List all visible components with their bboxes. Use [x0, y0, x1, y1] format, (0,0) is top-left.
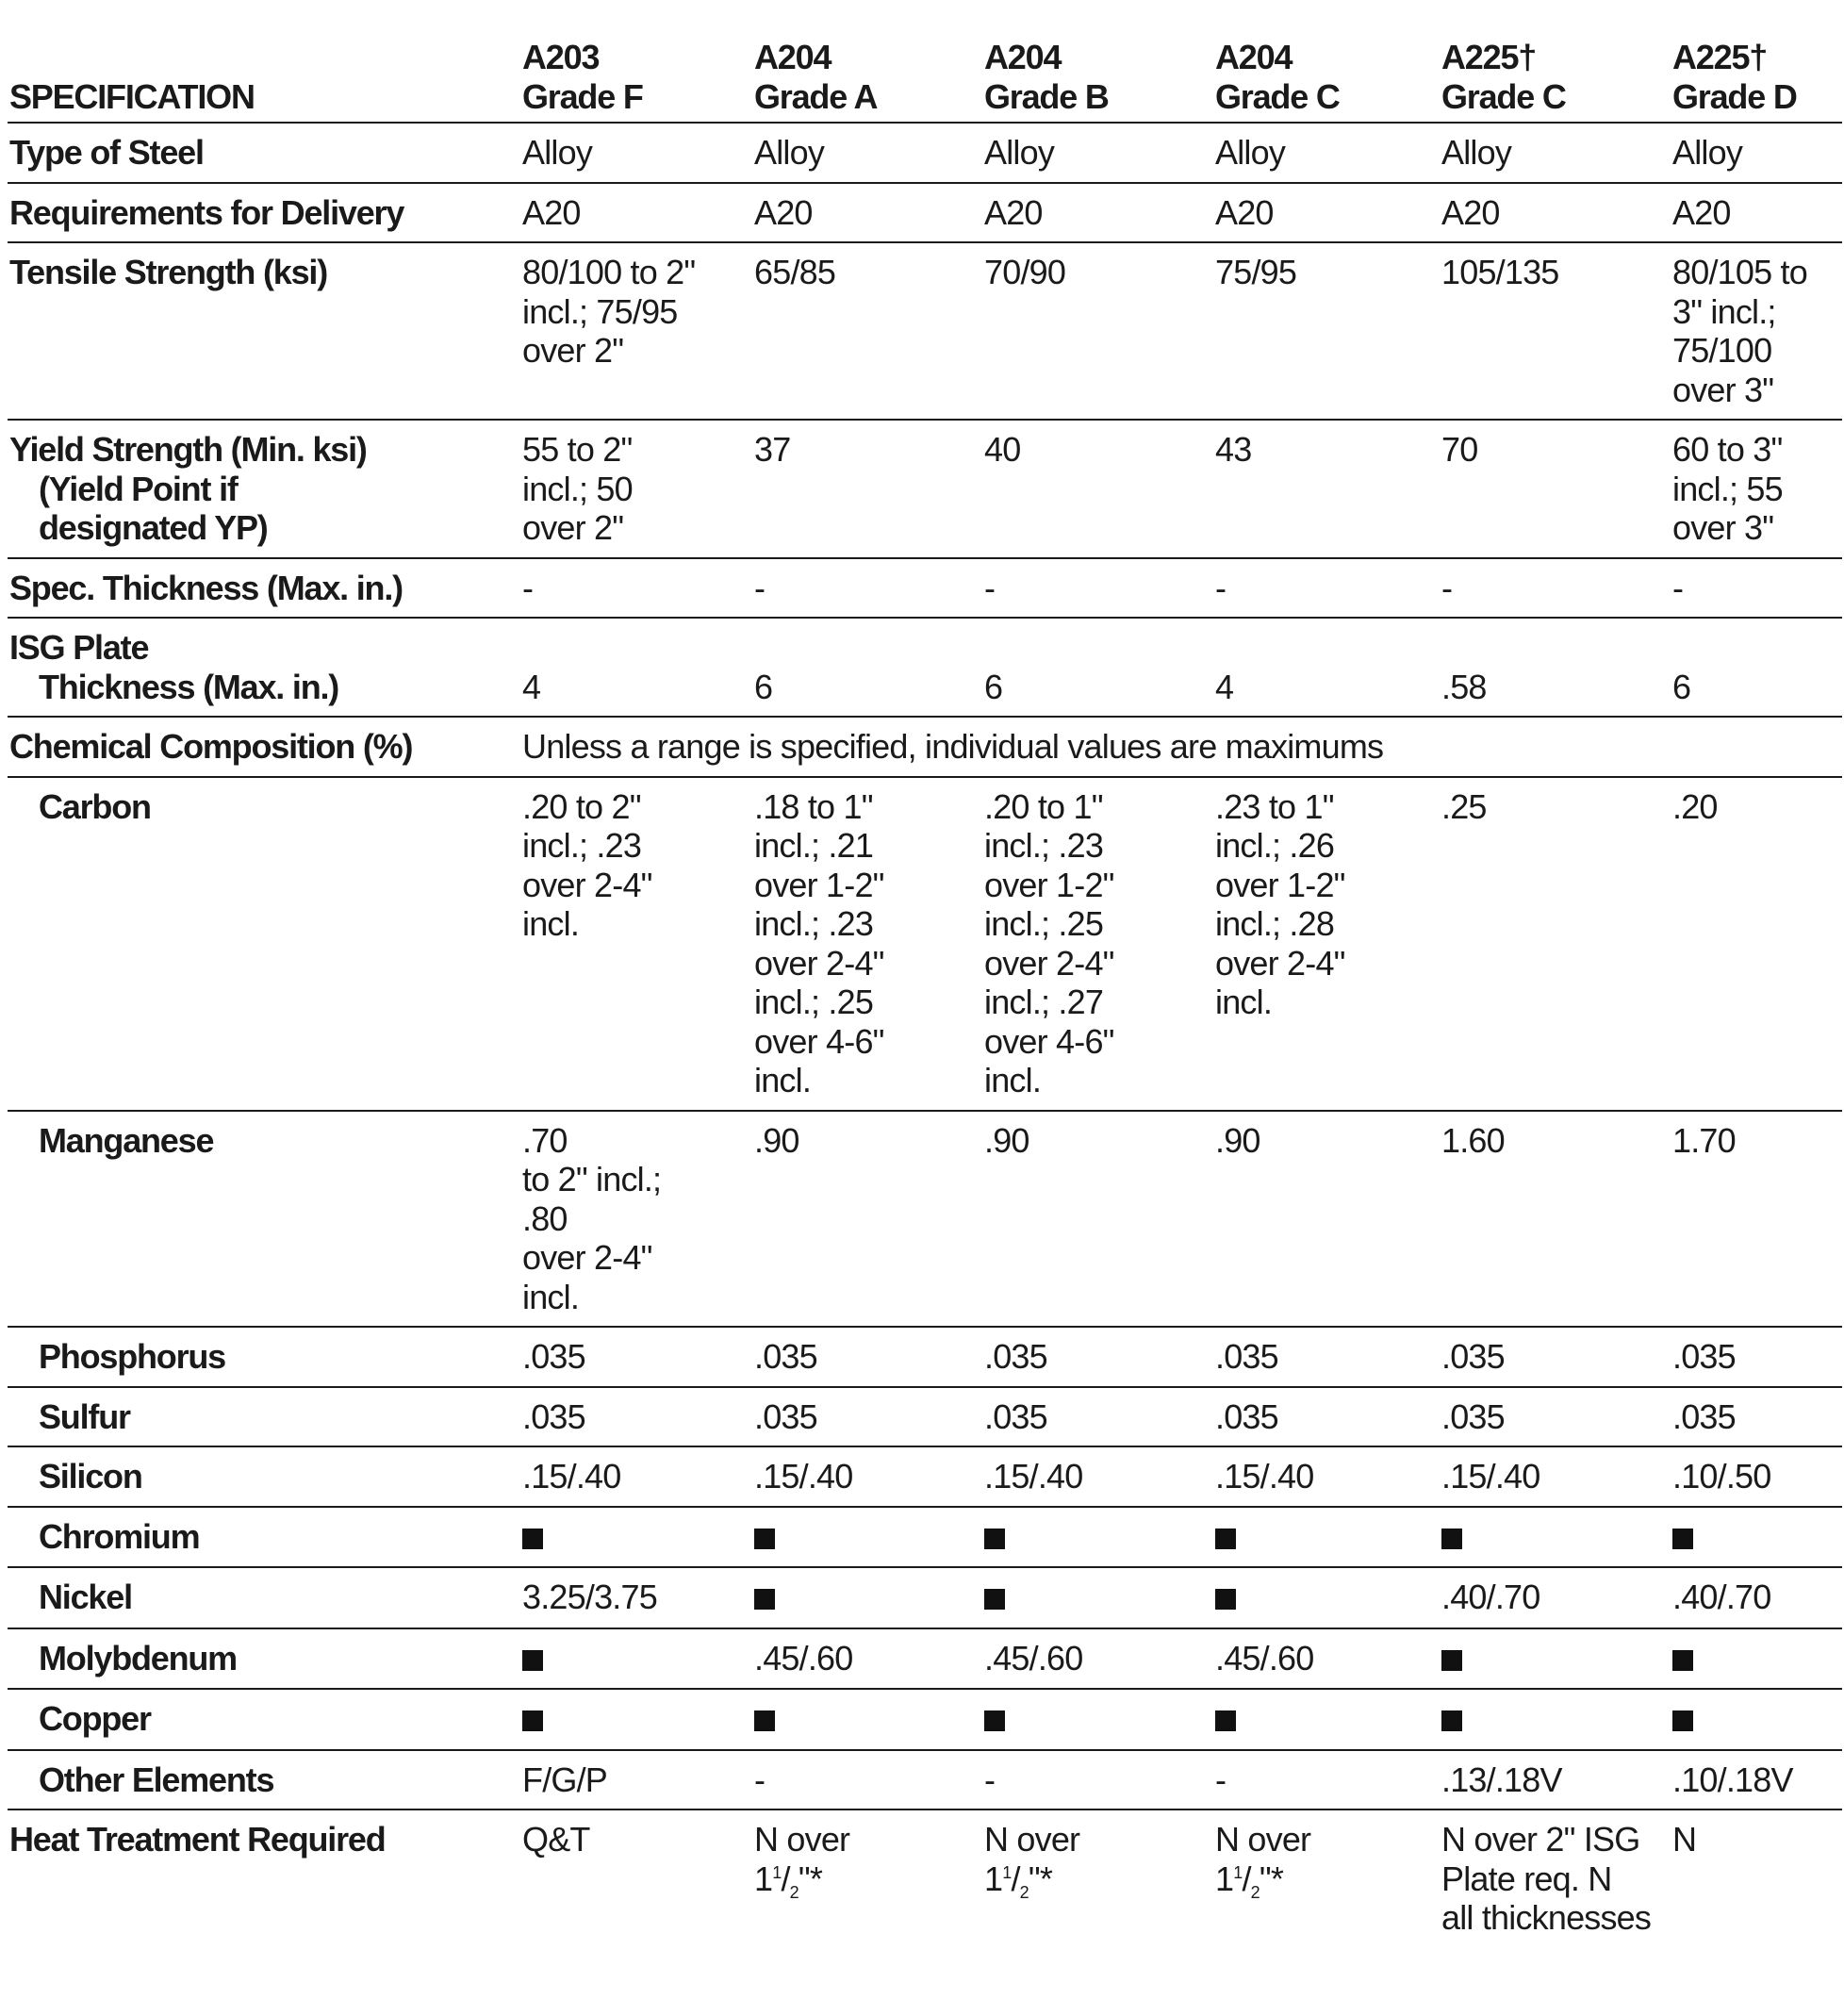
row-label [8, 1327, 520, 1387]
cell-value: Alloy [752, 123, 982, 183]
cell-value: - [982, 1750, 1213, 1810]
filled-square-icon [1672, 1650, 1693, 1671]
row-tensile-strength [8, 242, 1842, 420]
cell-value: - [1213, 558, 1440, 619]
cell-value: .15/.40 [752, 1446, 982, 1507]
cell-value [520, 1689, 752, 1750]
manganese-label: Manganese [39, 1120, 214, 1160]
cell-value: 75/95 [1213, 242, 1440, 420]
cell-value: .035 [1213, 1327, 1440, 1387]
cell-value: .40/.70 [1440, 1567, 1671, 1628]
isg-label-main: ISG Plate [9, 628, 149, 667]
cell-value: 4 [1213, 618, 1440, 717]
cell-value: 3.25/3.75 [520, 1567, 752, 1628]
cell-value: 70 [1440, 420, 1671, 558]
cell-value: .70 to 2" incl.; .80 over 2-4" incl. [520, 1111, 752, 1328]
row-chromium [8, 1507, 1842, 1568]
header-col-6-line2: Grade D [1672, 76, 1797, 116]
cell-value: 40 [982, 420, 1213, 558]
carbon-label: Carbon [39, 786, 151, 826]
row-label [8, 618, 520, 717]
cell-value: .20 to 2" incl.; .23 over 2-4" incl. [520, 777, 752, 1111]
cell-value [752, 1689, 982, 1750]
yield-label-main: Yield Strength (Min. ksi) [9, 430, 367, 469]
row-sulfur [8, 1387, 1842, 1447]
cell-value: 65/85 [752, 242, 982, 420]
row-other-elements [8, 1750, 1842, 1810]
cell-value: A20 [752, 183, 982, 243]
cell-value: Alloy [1213, 123, 1440, 183]
isg-label-sub: Thickness (Max. in.) [39, 667, 339, 706]
cell-value [1213, 1507, 1440, 1568]
cell-value: .10/.18V [1671, 1750, 1842, 1810]
header-col-6 [1671, 28, 1842, 123]
cell-value: 55 to 2" incl.; 50 over 2" [520, 420, 752, 558]
row-label [8, 1567, 520, 1628]
row-isg-plate-thickness [8, 618, 1842, 717]
header-col-2 [752, 28, 982, 123]
cell-value [1440, 1689, 1671, 1750]
cell-value: .15/.40 [520, 1446, 752, 1507]
cell-value: .13/.18V [1440, 1750, 1671, 1810]
cell-value: Alloy [1440, 123, 1671, 183]
cell-value [752, 1507, 982, 1568]
fraction-one-and-half: $1^1/_2"*$ [984, 1859, 1053, 1902]
cell-value: .035 [520, 1387, 752, 1447]
frac-suffix: "* [1028, 1859, 1053, 1898]
cell-value: .58 [1440, 618, 1671, 717]
cell-value [1213, 1567, 1440, 1628]
row-copper [8, 1689, 1842, 1750]
spec-table-container [8, 28, 1842, 1947]
cell-value: 1.60 [1440, 1111, 1671, 1328]
row-requirements-for-delivery [8, 183, 1842, 243]
filled-square-icon [754, 1529, 775, 1549]
filled-square-icon [984, 1529, 1005, 1549]
filled-square-icon [754, 1710, 775, 1731]
cell-value: .035 [1440, 1327, 1671, 1387]
row-carbon [8, 777, 1842, 1111]
row-phosphorus [8, 1327, 1842, 1387]
row-type-of-steel [8, 123, 1842, 183]
cell-value: .10/.50 [1671, 1446, 1842, 1507]
cell-value: Q&T [522, 1820, 590, 1859]
cell-value [752, 1809, 982, 1947]
frac-whole: 1 [984, 1859, 1003, 1898]
cell-value: 6 [1671, 618, 1842, 717]
cell-value [1440, 1507, 1671, 1568]
header-col-4 [1213, 28, 1440, 123]
header-col-6-line1: A225† [1672, 38, 1768, 76]
header-col-4-line1: A204 [1215, 38, 1292, 76]
n-over-text: N over [754, 1820, 850, 1859]
filled-square-icon [1441, 1650, 1462, 1671]
frac-whole: 1 [1215, 1859, 1234, 1898]
row-silicon [8, 1446, 1842, 1507]
row-manganese [8, 1111, 1842, 1328]
cell-value: A20 [1671, 183, 1842, 243]
cell-value: .18 to 1" incl.; .21 over 1-2" incl.; .23 over 2-4" incl.; .25 over 4-6" incl. [752, 777, 982, 1111]
yield-label-sub2: designated YP) [39, 508, 268, 547]
row-label [8, 1111, 520, 1328]
phosphorus-label: Phosphorus [39, 1337, 226, 1376]
cell-value: .035 [1213, 1387, 1440, 1447]
header-col-5-line1: A225† [1441, 38, 1537, 76]
cell-value [982, 1689, 1213, 1750]
cell-value: 80/105 to 3" incl.; 75/100 over 3" [1671, 242, 1842, 420]
cell-value: N [1672, 1820, 1697, 1859]
row-label [8, 1387, 520, 1447]
cell-value: 4 [520, 618, 752, 717]
row-label [8, 777, 520, 1111]
row-label: Chemical Composition (%) [8, 717, 520, 777]
header-col-1-line2: Grade F [522, 76, 643, 116]
header-row [8, 28, 1842, 123]
cell-value: A20 [1440, 183, 1671, 243]
row-nickel [8, 1567, 1842, 1628]
header-col-2-line2: Grade A [754, 76, 878, 116]
filled-square-icon [1215, 1529, 1236, 1549]
fraction-one-and-half: $1^1/_2"*$ [1215, 1859, 1284, 1902]
chromium-label: Chromium [39, 1516, 200, 1556]
frac-num: 1 [1002, 1862, 1012, 1882]
sulfur-label: Sulfur [39, 1396, 130, 1436]
filled-square-icon [1215, 1589, 1236, 1610]
filled-square-icon [1441, 1529, 1462, 1549]
cell-value: 80/100 to 2" incl.; 75/95 over 2" [520, 242, 752, 420]
row-label: Heat Treatment Required [9, 1820, 386, 1859]
cell-value: Alloy [520, 123, 752, 183]
row-label [8, 1689, 520, 1750]
frac-num: 1 [772, 1862, 782, 1882]
cell-value: .035 [752, 1327, 982, 1387]
row-label [8, 1628, 520, 1690]
cell-value: 1.70 [1671, 1111, 1842, 1328]
row-chemical-composition [8, 717, 1842, 777]
cell-value [1213, 1689, 1440, 1750]
row-yield-strength [8, 420, 1842, 558]
cell-value: .035 [1671, 1327, 1842, 1387]
cell-value: .90 [752, 1111, 982, 1328]
frac-suffix: "* [798, 1859, 823, 1898]
cell-value [982, 1809, 1213, 1947]
filled-square-icon [522, 1650, 543, 1671]
row-label [8, 1750, 520, 1810]
frac-whole: 1 [754, 1859, 773, 1898]
copper-label: Copper [39, 1699, 151, 1738]
cell-value [520, 1628, 752, 1690]
filled-square-icon [1672, 1529, 1693, 1549]
row-label: Requirements for Delivery [8, 183, 520, 243]
other-elements-label: Other Elements [39, 1760, 274, 1799]
cell-value: A20 [520, 183, 752, 243]
filled-square-icon [1441, 1710, 1462, 1731]
cell-value: 70/90 [982, 242, 1213, 420]
header-col-5-line2: Grade C [1441, 76, 1566, 116]
silicon-label: Silicon [39, 1457, 142, 1495]
cell-value [1671, 1689, 1842, 1750]
yield-label-sub1: (Yield Point if [39, 469, 238, 508]
frac-num: 1 [1233, 1862, 1243, 1882]
cell-value: .90 [1213, 1111, 1440, 1328]
header-col-1-line1: A203 [522, 38, 600, 76]
row-label: Tensile Strength (ksi) [8, 242, 520, 420]
row-label [8, 1446, 520, 1507]
row-label [8, 1507, 520, 1568]
fraction-one-and-half: $1^1/_2"*$ [754, 1859, 823, 1902]
frac-den: 2 [1019, 1882, 1029, 1902]
cell-value: .15/.40 [982, 1446, 1213, 1507]
cell-value: 60 to 3" incl.; 55 over 3" [1671, 420, 1842, 558]
frac-suffix: "* [1259, 1859, 1284, 1898]
cell-value [982, 1507, 1213, 1568]
header-spec-label: SPECIFICATION [8, 28, 520, 123]
filled-square-icon [984, 1589, 1005, 1610]
cell-value: A20 [982, 183, 1213, 243]
row-label: Spec. Thickness (Max. in.) [8, 558, 520, 619]
cell-value: .035 [1440, 1387, 1671, 1447]
header-col-1 [520, 28, 752, 123]
header-col-4-line2: Grade C [1215, 76, 1340, 116]
cell-value: - [1440, 558, 1671, 619]
cell-value: 43 [1213, 420, 1440, 558]
cell-value [982, 1567, 1213, 1628]
cell-value: - [752, 558, 982, 619]
cell-value [1671, 1507, 1842, 1568]
cell-value: .15/.40 [1440, 1446, 1671, 1507]
cell-value: .45/.60 [1213, 1628, 1440, 1690]
cell-value: .035 [982, 1327, 1213, 1387]
filled-square-icon [522, 1710, 543, 1731]
cell-value: - [752, 1750, 982, 1810]
cell-value: - [982, 558, 1213, 619]
cell-value: .20 to 1" incl.; .23 over 1-2" incl.; .25 over 2-4" incl.; .27 over 4-6" incl. [982, 777, 1213, 1111]
header-col-5 [1440, 28, 1671, 123]
cell-value: 37 [752, 420, 982, 558]
cell-value: .035 [982, 1387, 1213, 1447]
cell-value: 6 [982, 618, 1213, 717]
cell-value [1213, 1809, 1440, 1947]
cell-value: .15/.40 [1213, 1446, 1440, 1507]
filled-square-icon [754, 1589, 775, 1610]
cell-value: Alloy [982, 123, 1213, 183]
filled-square-icon [1672, 1710, 1693, 1731]
cell-value: F/G/P [520, 1750, 752, 1810]
cell-value: .45/.60 [982, 1628, 1213, 1690]
cell-value: .45/.60 [752, 1628, 982, 1690]
header-col-3 [982, 28, 1213, 123]
row-label: Type of Steel [8, 123, 520, 183]
filled-square-icon [1215, 1710, 1236, 1731]
row-molybdenum [8, 1628, 1842, 1690]
cell-value: .035 [1671, 1387, 1842, 1447]
cell-value [1671, 1628, 1842, 1690]
cell-value [520, 1507, 752, 1568]
cell-value: - [520, 558, 752, 619]
row-label [8, 420, 520, 558]
frac-den: 2 [789, 1882, 799, 1902]
n-over-text: N over [1215, 1820, 1311, 1859]
cell-value: A20 [1213, 183, 1440, 243]
row-spec-thickness [8, 558, 1842, 619]
filled-square-icon [522, 1529, 543, 1549]
nickel-label: Nickel [39, 1578, 132, 1616]
cell-value: N over 2" ISG Plate req. N all thicknesses [1441, 1820, 1652, 1937]
molybdenum-label: Molybdenum [39, 1638, 237, 1677]
cell-value: - [1213, 1750, 1440, 1810]
header-col-2-line1: A204 [754, 38, 831, 76]
cell-value: 105/135 [1440, 242, 1671, 420]
cell-value: .90 [982, 1111, 1213, 1328]
header-col-3-line2: Grade B [984, 76, 1109, 116]
cell-value [1440, 1628, 1671, 1690]
row-heat-treatment [8, 1809, 1842, 1947]
header-col-3-line1: A204 [984, 38, 1062, 76]
cell-value: .25 [1440, 777, 1671, 1111]
filled-square-icon [984, 1710, 1005, 1731]
cell-value [752, 1567, 982, 1628]
cell-value: - [1671, 558, 1842, 619]
specification-table [8, 28, 1842, 1947]
cell-value: .035 [752, 1387, 982, 1447]
n-over-text: N over [984, 1820, 1080, 1859]
cell-value: .035 [520, 1327, 752, 1387]
cell-value: .40/.70 [1671, 1567, 1842, 1628]
cell-value: .23 to 1" incl.; .26 over 1-2" incl.; .28 over 2-4" incl. [1213, 777, 1440, 1111]
cell-value: .20 [1671, 777, 1842, 1111]
frac-den: 2 [1250, 1882, 1260, 1902]
cell-value: Alloy [1671, 123, 1842, 183]
cell-value: 6 [752, 618, 982, 717]
chemical-composition-note: Unless a range is specified, individual values are maximums [520, 717, 1842, 777]
